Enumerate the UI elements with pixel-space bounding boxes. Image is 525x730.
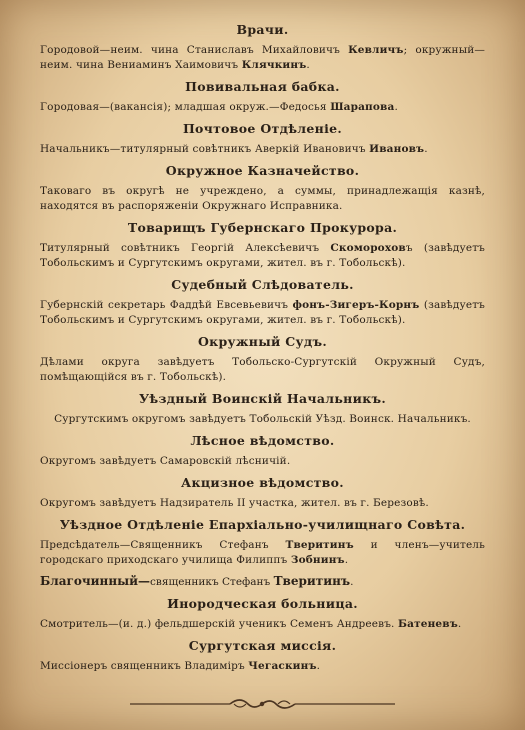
body-text: и членъ—учитель городскаго приходскаго училища Филиппъ [40,539,485,566]
body-text: . [424,143,428,155]
name-bold: Шарапова [330,101,395,113]
section-heading: Окружное Казначейство. [165,163,360,178]
section-body [40,100,485,115]
name-bold: Зобнинъ [290,554,345,566]
section-post-office [40,121,485,136]
section-heading: Акцизное вѣдомство. [181,475,344,490]
body-text: . [457,618,462,630]
section-body [40,241,485,271]
inline-heading: Благочинный— [40,574,151,588]
section-midwife [40,79,485,94]
section-military-chief [40,391,485,406]
section-heading: Лѣсное вѣдомство. [190,433,335,448]
section-body: Таковаго въ округѣ не учреждено, а суммы, принадлежащія казнѣ, находятся въ распоряженіи Окружнаго Исправника. [40,185,485,212]
section-heading: Повивальная бабка. [185,79,340,94]
section-heading: Почтовое Отдѣленіе. [182,121,343,136]
section-body [40,142,485,157]
body-text: . [394,101,398,113]
section-body: Сургутскимъ округомъ завѣдуетъ Тобольскій Уѣзд. Воинск. Начальникъ. [54,413,471,425]
name-bold: Клячкинъ [241,59,307,71]
body-text: Городовая—(вакансія); младшая окруж.—Федосья [40,101,331,113]
section-heading: Инородческая больница. [167,596,358,611]
section-heading: Окружный Судъ. [197,334,327,349]
body-text: Городовой—неим. чина Станиславъ Михайловичъ [40,44,349,56]
section-treasury [40,163,485,178]
body-text: . [344,554,349,566]
section-heading: Уѣздный Воинскій Начальникъ. [138,391,387,406]
body-text: ъ (завѣдуетъ Тобольскимъ и Сургутскимъ округами, жител. въ г. Тобольскѣ). [40,242,485,269]
body-text: священникъ Стефанъ [150,576,274,588]
section-heading: Врачи. [236,22,289,37]
name-bold: Чегаскинъ [248,660,317,672]
section-blagochinny [40,574,485,590]
section-body [40,538,485,568]
section-heading: Сургутская миссія. [188,638,337,653]
name-bold: Кевличъ [348,44,404,56]
section-body [40,617,485,632]
section-heading: Уѣздное Отдѣленіе Епархіально-училищнаго Совѣта. [59,517,466,532]
body-text: Губернскій секретарь Фаддѣй Евсевьевичъ [40,299,293,311]
section-heading: Судебный Слѣдователь. [171,277,354,292]
section-heading: Товарищъ Губернскаго Прокурора. [127,220,398,235]
section-body: Дѣлами округа завѣдуетъ Тобольско-Сургутскій Окружный Судъ, помѣщающійся въ г. Тобольскѣ). [40,356,485,383]
body-text: (завѣдуетъ Тобольскимъ и Сургутскимъ округами, жител. въ г. Тобольскѣ). [40,299,485,326]
section-body [40,298,485,328]
body-text: . [306,59,310,71]
body-text: ; окружный—неим. чина Вениаминъ Хаимовичъ [40,44,485,71]
section-doctors [40,22,485,37]
section-school-council [40,517,485,532]
body-text: Смотритель—(и. д.) фельдшерскій ученикъ Семенъ Андреевъ. [40,618,399,630]
section-body: Округомъ завѣдуетъ Самаровскій лѣсничій. [40,455,291,467]
body-text: Начальникъ—титулярный совѣтникъ Аверкій Ивановичъ [40,143,370,155]
section-body: Округомъ завѣдуетъ Надзиратель II участка, жител. въ г. Березовѣ. [40,497,429,509]
name-bold: Скоморохов [330,242,406,254]
body-text: Миссіонеръ священникъ Владиміръ [40,660,249,672]
section-investigator [40,277,485,292]
body-text: Титулярный совѣтникъ Георгій Алексѣевичъ [40,242,331,254]
name-bold: Тверитинъ [273,574,351,588]
section-forestry [40,433,485,448]
section-mission [40,638,485,653]
name-bold: Ивановъ [369,143,425,155]
body-text: Предсѣдатель—Священникъ Стефанъ [40,539,286,551]
ornament-divider-icon [130,694,395,714]
name-bold: фонъ-Зигеръ-Корнъ [292,299,420,311]
body-text: . [316,660,321,672]
section-body [40,659,485,674]
section-prosecutor [40,220,485,235]
name-bold: Тверитинъ [285,539,354,551]
section-district-court [40,334,485,349]
name-bold: Батеневъ [398,618,458,630]
section-hospital [40,596,485,611]
section-body [40,43,485,73]
body-text: . [350,576,354,588]
section-excise [40,475,485,490]
